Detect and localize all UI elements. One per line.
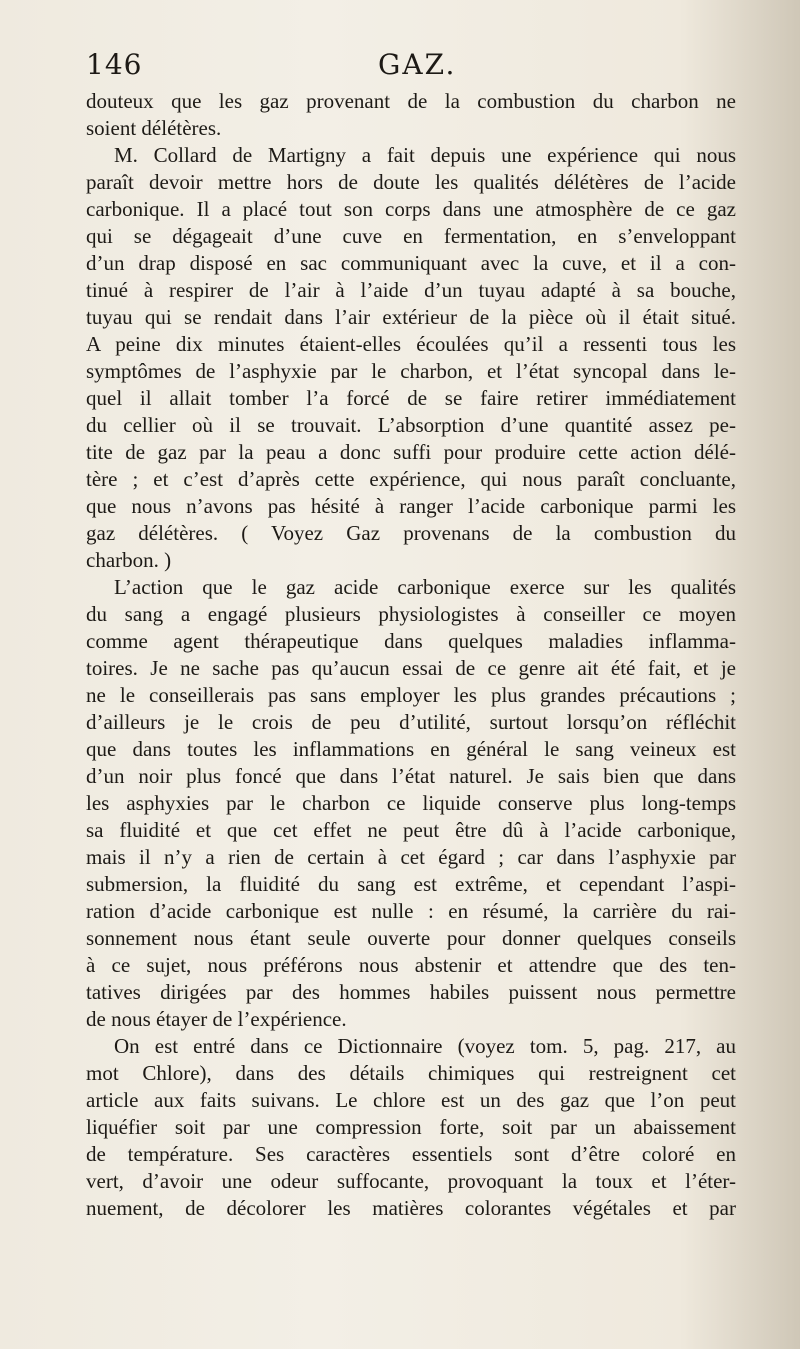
text-line: du sang a engagé plusieurs physiologistes à conseiller ce moyen (86, 602, 736, 626)
text-line: A peine dix minutes étaient-elles écoulées qu’il a ressenti tous les (86, 332, 736, 356)
text-line: tuyau qui se rendait dans l’air extérieur de la pièce où il était situé. (86, 305, 736, 329)
text-line: article aux faits suivans. Le chlore est un des gaz que l’on peut (86, 1088, 736, 1112)
text-line: mot Chlore), dans des détails chimiques qui restreignent cet (86, 1061, 736, 1085)
text-line: quel il allait tomber l’a forcé de se faire retirer immédiatement (86, 386, 736, 410)
text-line: à ce sujet, nous préférons nous abstenir et attendre que des ten- (86, 953, 736, 977)
text-line: On est entré dans ce Dictionnaire (voyez tom. 5, pag. 217, au (114, 1034, 736, 1058)
text-line: d’ailleurs je le crois de peu d’utilité, surtout lorsqu’on réfléchit (86, 710, 736, 734)
text-line: M. Collard de Martigny a fait depuis une expérience qui nous (114, 143, 736, 167)
text-line: tatives dirigées par des hommes habiles puissent nous permettre (86, 980, 736, 1004)
text-line: submersion, la fluidité du sang est extrême, et cependant l’aspi- (86, 872, 736, 896)
text-line: tinué à respirer de l’air à l’aide d’un tuyau adapté à sa bouche, (86, 278, 736, 302)
text-line: carbonique. Il a placé tout son corps dans une atmosphère de ce gaz (86, 197, 736, 221)
text-line: charbon. ) (86, 548, 172, 572)
text-line: les asphyxies par le charbon ce liquide conserve plus long-temps (86, 791, 736, 815)
body-text (86, 88, 736, 1222)
text-line: d’un drap disposé en sac communiquant avec la cuve, et il a con- (86, 251, 736, 275)
text-line: sa fluidité et que cet effet ne peut être dû à l’acide carbonique, (86, 818, 736, 842)
text-line: ne le conseillerais pas sans employer les plus grandes précautions ; (86, 683, 736, 707)
text-line: de température. Ses caractères essentiels sont d’être coloré en (86, 1142, 736, 1166)
text-line: tite de gaz par la peau a donc suffi pour produire cette action délé- (86, 440, 736, 464)
text-line: vert, d’avoir une odeur suffocante, provoquant la toux et l’éter- (86, 1169, 736, 1193)
running-head: GAZ. (378, 48, 457, 81)
text-line: symptômes de l’asphyxie par le charbon, et l’état syncopal dans le- (86, 359, 736, 383)
paragraph (86, 1033, 736, 1222)
text-line: que nous n’avons pas hésité à ranger l’acide carbonique parmi les (86, 494, 736, 518)
text-line: sonnement nous étant seule ouverte pour donner quelques conseils (86, 926, 736, 950)
paragraph (86, 88, 736, 142)
page-number: 146 (86, 48, 143, 81)
text-line: tère ; et c’est d’après cette expérience, qui nous paraît concluante, (86, 467, 736, 491)
text-line: nuement, de décolorer les matières colorantes végétales et par (86, 1196, 736, 1220)
text-line: comme agent thérapeutique dans quelques maladies inflamma- (86, 629, 736, 653)
paragraph (86, 574, 736, 1033)
text-line: toires. Je ne sache pas qu’aucun essai de ce genre ait été fait, et je (86, 656, 736, 680)
text-line: d’un noir plus foncé que dans l’état naturel. Je sais bien que dans (86, 764, 736, 788)
text-line: de nous étayer de l’expérience. (86, 1007, 347, 1031)
text-line: du cellier où il se trouvait. L’absorption d’une quantité assez pe- (86, 413, 736, 437)
text-line: L’action que le gaz acide carbonique exerce sur les qualités (114, 575, 736, 599)
text-line: ration d’acide carbonique est nulle : en résumé, la carrière du rai- (86, 899, 736, 923)
text-line: que dans toutes les inflammations en général le sang veineux est (86, 737, 736, 761)
text-line: paraît devoir mettre hors de doute les qualités délétères de l’acide (86, 170, 736, 194)
paragraph (86, 142, 736, 574)
text-line: liquéfier soit par une compression forte, soit par un abaissement (86, 1115, 736, 1139)
text-line: douteux que les gaz provenant de la combustion du charbon ne (86, 89, 736, 113)
text-line: qui se dégageait d’une cuve en fermentation, en s’enveloppant (86, 224, 736, 248)
text-line: gaz délétères. ( Voyez Gaz provenans de la combustion du (86, 521, 736, 545)
page-header (86, 48, 736, 88)
text-line: mais il n’y a rien de certain à cet égard ; car dans l’asphyxie par (86, 845, 736, 869)
text-line: soient délétères. (86, 116, 222, 140)
